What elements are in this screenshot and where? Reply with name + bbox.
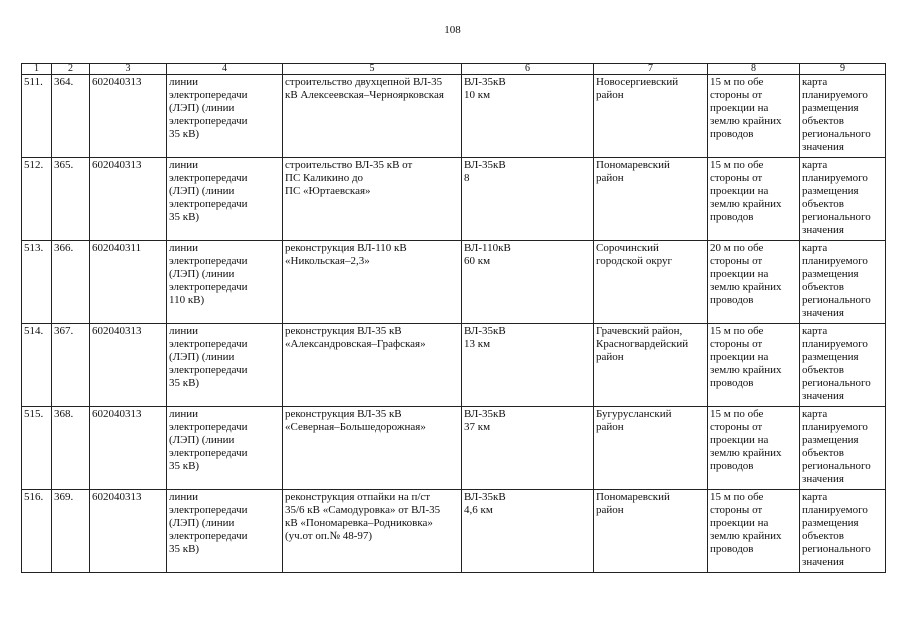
object-name-cell: реконструкция ВЛ-35 кВ «Александровская–Графская» (283, 324, 462, 407)
map-reference-cell: карта планируемого размещения объектов регионального значения (800, 75, 886, 158)
column-header: 1 (22, 64, 52, 75)
row-index-cell: 514. (22, 324, 52, 407)
page-number: 108 (444, 24, 461, 36)
object-characteristics-cell: ВЛ-35кВ 10 км (462, 75, 594, 158)
object-type-cell: линии электропередачи (ЛЭП) (линии электропередачи 35 кВ) (167, 490, 283, 573)
object-name-cell: реконструкция ВЛ-35 кВ «Северная–Большедорожная» (283, 407, 462, 490)
object-characteristics-cell: ВЛ-35кВ 8 (462, 158, 594, 241)
column-number-row (22, 64, 886, 75)
table-row (22, 324, 886, 407)
object-code-cell: 602040311 (90, 241, 167, 324)
row-index-cell: 515. (22, 407, 52, 490)
column-header: 3 (90, 64, 167, 75)
protection-zone-cell: 15 м по обе стороны от проекции на землю крайних проводов (708, 158, 800, 241)
object-number-cell: 365. (52, 158, 90, 241)
object-name-cell: реконструкция ВЛ-110 кВ «Никольская–2,3» (283, 241, 462, 324)
column-header: 7 (594, 64, 708, 75)
column-header: 9 (800, 64, 886, 75)
object-type-cell: линии электропередачи (ЛЭП) (линии электропередачи 110 кВ) (167, 241, 283, 324)
object-type-cell: линии электропередачи (ЛЭП) (линии электропередачи 35 кВ) (167, 407, 283, 490)
map-reference-cell: карта планируемого размещения объектов регионального значения (800, 490, 886, 573)
protection-zone-cell: 15 м по обе стороны от проекции на землю крайних проводов (708, 407, 800, 490)
row-index-cell: 512. (22, 158, 52, 241)
map-reference-cell: карта планируемого размещения объектов регионального значения (800, 158, 886, 241)
row-index-cell: 516. (22, 490, 52, 573)
map-reference-cell: карта планируемого размещения объектов регионального значения (800, 324, 886, 407)
table-row (22, 407, 886, 490)
object-location-cell: Новосергиевский район (594, 75, 708, 158)
column-header: 8 (708, 64, 800, 75)
object-code-cell: 602040313 (90, 75, 167, 158)
object-number-cell: 368. (52, 407, 90, 490)
object-characteristics-cell: ВЛ-110кВ 60 км (462, 241, 594, 324)
object-characteristics-cell: ВЛ-35кВ 37 км (462, 407, 594, 490)
table-row (22, 241, 886, 324)
object-code-cell: 602040313 (90, 324, 167, 407)
object-code-cell: 602040313 (90, 490, 167, 573)
table-row (22, 158, 886, 241)
protection-zone-cell: 15 м по обе стороны от проекции на землю крайних проводов (708, 324, 800, 407)
row-index-cell: 513. (22, 241, 52, 324)
protection-zone-cell: 15 м по обе стороны от проекции на землю крайних проводов (708, 75, 800, 158)
object-type-cell: линии электропередачи (ЛЭП) (линии электропередачи 35 кВ) (167, 158, 283, 241)
row-index-cell: 511. (22, 75, 52, 158)
object-number-cell: 369. (52, 490, 90, 573)
map-reference-cell: карта планируемого размещения объектов регионального значения (800, 407, 886, 490)
object-location-cell: Пономаревский район (594, 490, 708, 573)
object-name-cell: строительство двухцепной ВЛ-35 кВ Алексеевская–Черноярковская (283, 75, 462, 158)
object-location-cell: Бугурусланский район (594, 407, 708, 490)
table-row (22, 490, 886, 573)
object-characteristics-cell: ВЛ-35кВ 13 км (462, 324, 594, 407)
object-name-cell: реконструкция отпайки на п/ст 35/6 кВ «Самодуровка» от ВЛ-35 кВ «Пономаревка–Родниковка» (уч.от оп.№ 48-97) (283, 490, 462, 573)
object-number-cell: 366. (52, 241, 90, 324)
object-number-cell: 364. (52, 75, 90, 158)
protection-zone-cell: 15 м по обе стороны от проекции на землю крайних проводов (708, 490, 800, 573)
object-number-cell: 367. (52, 324, 90, 407)
object-name-cell: строительство ВЛ-35 кВ от ПС Каликино до ПС «Юртаевская» (283, 158, 462, 241)
column-header: 5 (283, 64, 462, 75)
table-row (22, 75, 886, 158)
object-characteristics-cell: ВЛ-35кВ 4,6 км (462, 490, 594, 573)
protection-zone-cell: 20 м по обе стороны от проекции на землю крайних проводов (708, 241, 800, 324)
objects-table (21, 63, 886, 573)
object-location-cell: Сорочинский городской округ (594, 241, 708, 324)
object-location-cell: Грачевский район, Красногвардейский район (594, 324, 708, 407)
map-reference-cell: карта планируемого размещения объектов регионального значения (800, 241, 886, 324)
column-header: 4 (167, 64, 283, 75)
object-type-cell: линии электропередачи (ЛЭП) (линии электропередачи 35 кВ) (167, 324, 283, 407)
column-header: 2 (52, 64, 90, 75)
column-header: 6 (462, 64, 594, 75)
object-code-cell: 602040313 (90, 407, 167, 490)
object-code-cell: 602040313 (90, 158, 167, 241)
object-type-cell: линии электропередачи (ЛЭП) (линии электропередачи 35 кВ) (167, 75, 283, 158)
object-location-cell: Пономаревский район (594, 158, 708, 241)
